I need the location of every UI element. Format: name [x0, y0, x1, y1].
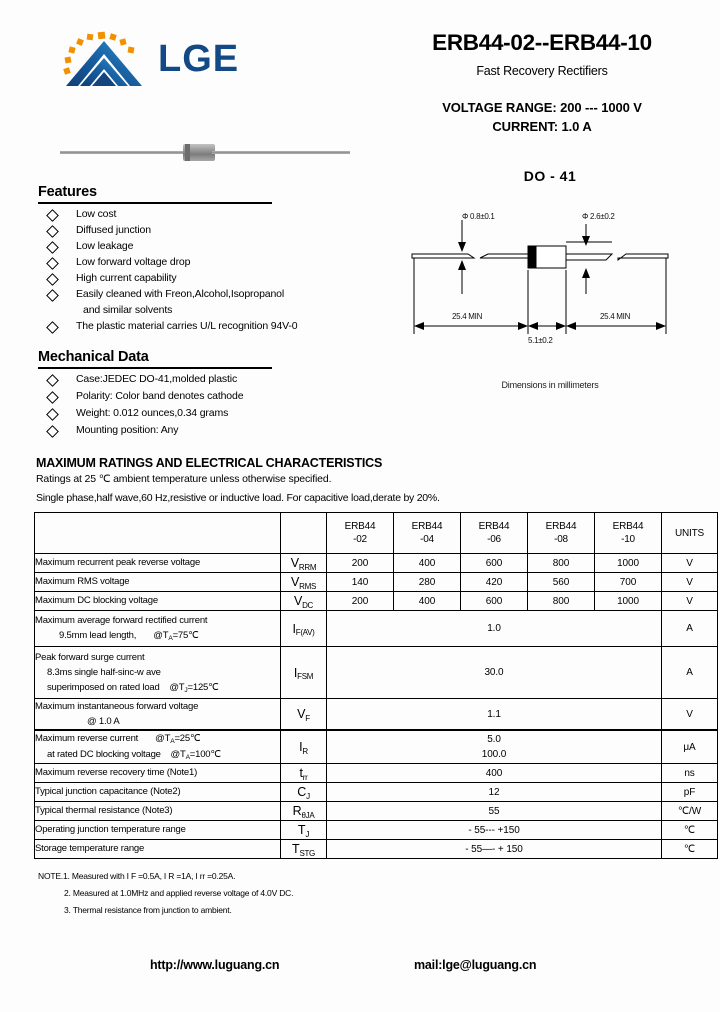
body-diameter-label: Φ 2.6±0.2: [582, 212, 615, 221]
header-erb44-08: [528, 513, 595, 554]
table-row: [35, 764, 718, 783]
page-subtitle: Fast Recovery Rectifiers: [476, 64, 608, 78]
diamond-bullet-icon: [46, 225, 59, 238]
value-cell-merged: - 55—- + 150: [327, 840, 662, 859]
value-cell: 280: [394, 573, 461, 592]
param-label: [35, 699, 281, 731]
symbol-main: T: [297, 823, 306, 837]
mechanical-label: Case:JEDEC DO-41,molded plastic: [76, 373, 238, 385]
value-cell: 420: [461, 573, 528, 592]
param-line-2: @ 1.0 A: [87, 716, 120, 727]
table-row: [35, 802, 718, 821]
value-cell: 800: [528, 592, 595, 611]
table-row: [35, 573, 718, 592]
symbol-sub: R: [302, 746, 308, 756]
header-erb44-06: [461, 513, 528, 554]
symbol-cell: [281, 554, 327, 573]
note-2: 2. Measured at 1.0MHz and applied reverse voltage of 4.0V DC.: [64, 888, 294, 898]
list-item: [38, 240, 368, 256]
list-item-continuation: [38, 304, 368, 320]
param-label: Typical thermal resistance (Note3): [35, 802, 281, 821]
package-title: DO - 41: [523, 168, 577, 184]
logo-wordmark: LGE: [158, 38, 240, 80]
param-condition-value: =25℃: [174, 733, 201, 744]
symbol-cell: [281, 783, 327, 802]
param-label: Maximum reverse recovery time (Note1): [35, 764, 281, 783]
param-label: Storage temperature range: [35, 840, 281, 859]
note-3: 3. Thermal resistance from junction to ambient.: [64, 905, 232, 915]
value-cell: 560: [528, 573, 595, 592]
header-line-1: ERB44: [545, 521, 577, 532]
package-outline-svg: [400, 198, 700, 378]
feature-label: Low cost: [76, 208, 117, 220]
symbol-main: C: [297, 785, 307, 799]
param-label: [35, 730, 281, 764]
param-line-2: [35, 747, 280, 763]
units-cell: ℃: [662, 821, 718, 840]
table-row: [35, 730, 718, 764]
units-cell: V: [662, 554, 718, 573]
symbol-sub: J: [306, 791, 310, 801]
symbol-cell: [281, 647, 327, 699]
diamond-bullet-icon: [46, 209, 59, 222]
param-line-1: [35, 733, 200, 744]
package-drawing: [400, 168, 700, 403]
photo-cathode-band: [185, 144, 190, 161]
symbol-main: V: [293, 594, 303, 608]
symbol-cell: [281, 764, 327, 783]
symbol-cell: [281, 802, 327, 821]
symbol-main: I: [293, 665, 298, 680]
value-line-1: 5.0: [487, 734, 501, 745]
diamond-bullet-icon: [46, 257, 59, 270]
specifications-table: [34, 512, 718, 859]
table-body: [35, 554, 718, 859]
symbol-cell: [281, 730, 327, 764]
diamond-bullet-icon: [46, 425, 59, 438]
lead-length-left-label: 25.4 MIN: [452, 312, 483, 321]
symbol-cell: [281, 592, 327, 611]
param-condition-prefix: @T: [153, 630, 169, 641]
mechanical-label: Polarity: Color band denotes cathode: [76, 390, 244, 402]
param-label: Maximum DC blocking voltage: [35, 592, 281, 611]
mechanical-list: [38, 373, 368, 441]
diamond-bullet-icon: [46, 374, 59, 387]
package-caption: Dimensions in millimeters: [501, 380, 599, 390]
symbol-sub: FSM: [297, 672, 314, 682]
param-condition-sub: A: [185, 754, 190, 762]
symbol-sub: rr: [302, 772, 308, 782]
feature-label: Low leakage: [76, 240, 134, 252]
units-cell: μA: [662, 730, 718, 764]
header-erb44-04: [394, 513, 461, 554]
list-item: [38, 208, 368, 224]
symbol-main: I: [299, 740, 303, 754]
ratings-condition-1: Ratings at 25 ℃ ambient temperature unless otherwise specified.: [36, 473, 332, 485]
mechanical-label: Mounting position: Any: [76, 424, 179, 436]
param-label: Maximum recurrent peak reverse voltage: [35, 554, 281, 573]
param-condition-sub: J: [184, 686, 188, 694]
param-condition-value: =125℃: [187, 681, 219, 693]
param-condition-value: =75℃: [172, 630, 199, 641]
symbol-sub: F: [305, 713, 310, 723]
voltage-range: VOLTAGE RANGE: 200 --- 1000 V: [442, 100, 642, 115]
list-item: [38, 373, 368, 390]
header-blank-symbol: [281, 513, 327, 554]
value-cell-merged: [327, 730, 662, 764]
header-erb44-10: [595, 513, 662, 554]
param-label: Operating junction temperature range: [35, 821, 281, 840]
table-row: [35, 647, 718, 699]
value-cell: 800: [528, 554, 595, 573]
param-condition-sub: A: [170, 738, 175, 746]
list-item: [38, 224, 368, 240]
value-cell-merged: 1.1: [327, 699, 662, 731]
mountain-chevron-logo-icon: [56, 24, 152, 96]
list-item: [38, 390, 368, 407]
value-cell: 200: [327, 592, 394, 611]
units-cell: ℃: [662, 840, 718, 859]
body-length-label: 5.1±0.2: [528, 336, 553, 345]
symbol-main: t: [299, 766, 303, 780]
product-photo: [60, 133, 350, 173]
param-label: [35, 611, 281, 647]
table-row: [35, 611, 718, 647]
header-line-2: -04: [420, 534, 434, 545]
email-link[interactable]: mail:lge@luguang.cn: [414, 958, 537, 972]
header-line-1: ERB44: [612, 521, 644, 532]
diamond-bullet-icon: [46, 391, 59, 404]
list-item: [38, 424, 368, 441]
table-row: [35, 840, 718, 859]
units-cell: V: [662, 699, 718, 731]
photo-lead-left: [60, 151, 186, 154]
value-cell-merged: 12: [327, 783, 662, 802]
value-cell-merged: 30.0: [327, 647, 662, 699]
value-cell: 600: [461, 554, 528, 573]
website-link[interactable]: http://www.luguang.cn: [150, 958, 280, 972]
param-line-1: Maximum average forward rectified current: [35, 615, 208, 626]
symbol-cell: [281, 699, 327, 731]
header-line-2: -08: [554, 534, 568, 545]
value-cell: 600: [461, 592, 528, 611]
diamond-bullet-icon: [46, 241, 59, 254]
param-line-2: [35, 628, 280, 644]
value-cell-merged: 55: [327, 802, 662, 821]
symbol-main: V: [290, 556, 299, 570]
diamond-bullet-icon: [46, 289, 59, 302]
header-line-2: -06: [487, 534, 501, 545]
feature-label: High current capability: [76, 272, 177, 284]
param-line-3: [35, 680, 280, 696]
feature-label: Easily cleaned with Freon,Alcohol,Isopropanol: [76, 288, 285, 300]
value-cell: 700: [595, 573, 662, 592]
value-cell: 1000: [595, 554, 662, 573]
current-rating: CURRENT: 1.0 A: [492, 119, 592, 134]
table-header: [35, 513, 718, 554]
table-row: [35, 821, 718, 840]
value-cell-merged: - 55--- +150: [327, 821, 662, 840]
header-blank-param: [35, 513, 281, 554]
units-cell: V: [662, 573, 718, 592]
table-row: [35, 699, 718, 731]
symbol-main: I: [292, 621, 296, 636]
header-line-1: ERB44: [411, 521, 443, 532]
units-cell: A: [662, 611, 718, 647]
header-line-2: -10: [621, 534, 635, 545]
value-line-2: 100.0: [481, 749, 507, 760]
param-line-2-text: at rated DC blocking voltage: [47, 749, 161, 760]
list-item: [38, 256, 368, 272]
param-condition-sub: A: [168, 635, 173, 643]
value-cell: 1000: [595, 592, 662, 611]
symbol-main: V: [297, 707, 306, 721]
param-line-3-text: superimposed on rated load: [47, 681, 160, 693]
diamond-bullet-icon: [46, 321, 59, 334]
photo-lead-right: [212, 151, 350, 154]
units-cell: V: [662, 592, 718, 611]
note-1: NOTE.1. Measured with I F =0.5A, I R =1A, I rr =0.25A.: [38, 871, 236, 881]
value-cell: 140: [327, 573, 394, 592]
symbol-sub: RRM: [298, 562, 317, 572]
ratings-condition-2: Single phase,half wave,60 Hz,resistive or inductive load. For capacitive load,derate by 20%.: [36, 492, 440, 504]
feature-label: Low forward voltage drop: [76, 256, 191, 268]
lead-length-right-label: 25.4 MIN: [600, 312, 631, 321]
header-units: UNITS: [662, 513, 718, 554]
value-cell: 400: [394, 554, 461, 573]
param-condition-prefix: @T: [170, 749, 186, 760]
symbol-cell: [281, 573, 327, 592]
company-logo: [56, 24, 356, 96]
table-row: [35, 783, 718, 802]
symbol-sub: J: [305, 829, 310, 839]
feature-label: The plastic material carries U/L recognition 94V-0: [76, 320, 298, 332]
list-item: [38, 288, 368, 304]
notes-block: [38, 868, 488, 919]
diamond-bullet-icon: [46, 408, 59, 421]
table-row: [35, 554, 718, 573]
param-label: [35, 647, 281, 699]
symbol-sub: STG: [299, 848, 315, 858]
param-line-1-text: Maximum reverse current: [35, 733, 139, 744]
param-line-2-text: 9.5mm lead length,: [59, 630, 137, 641]
diamond-bullet-icon: [46, 273, 59, 286]
symbol-sub: DC: [302, 600, 314, 610]
table-row: [35, 592, 718, 611]
mechanical-heading: Mechanical Data: [38, 349, 149, 365]
features-list: [38, 208, 368, 336]
param-condition-value: =100℃: [189, 749, 221, 760]
list-item: [38, 407, 368, 424]
param-condition-prefix: @T: [169, 681, 185, 693]
table-header-row: [35, 513, 718, 554]
param-line-2: 8.3ms single half-sinc-w ave: [47, 666, 161, 678]
lead-diameter-label: Φ 0.8±0.1: [462, 212, 495, 221]
features-heading: Features: [38, 184, 97, 200]
ratings-heading: MAXIMUM RATINGS AND ELECTRICAL CHARACTERISTICS: [36, 456, 383, 470]
param-label: Maximum RMS voltage: [35, 573, 281, 592]
param-label: Typical junction capacitance (Note2): [35, 783, 281, 802]
symbol-sub: F(AV): [295, 628, 315, 638]
mechanical-underline: [38, 367, 272, 369]
symbol-main: V: [290, 575, 300, 589]
symbol-cell: [281, 840, 327, 859]
page-title: ERB44-02--ERB44-10: [432, 30, 652, 55]
feature-label: and similar solvents: [83, 304, 173, 316]
feature-label: Diffused junction: [76, 224, 151, 236]
symbol-sub: RMS: [299, 581, 317, 591]
mechanical-label: Weight: 0.012 ounces,0.34 grams: [76, 407, 229, 419]
header-line-2: -02: [353, 534, 367, 545]
features-underline: [38, 202, 272, 204]
symbol-main: T: [292, 842, 300, 856]
header-erb44-02: [327, 513, 394, 554]
list-item: [38, 272, 368, 288]
header-line-1: ERB44: [344, 521, 376, 532]
param-condition-prefix: @T: [155, 733, 171, 744]
header-line-1: ERB44: [478, 521, 510, 532]
value-cell: 400: [394, 592, 461, 611]
param-line-1: Maximum instantaneous forward voltage: [35, 701, 199, 712]
title-block: [372, 30, 712, 134]
units-cell: pF: [662, 783, 718, 802]
units-cell: A: [662, 647, 718, 699]
value-cell-merged: 400: [327, 764, 662, 783]
units-cell: ℃/W: [662, 802, 718, 821]
units-cell: ns: [662, 764, 718, 783]
value-cell-merged: 1.0: [327, 611, 662, 647]
symbol-cell: [281, 611, 327, 647]
value-cell: 200: [327, 554, 394, 573]
symbol-main: R: [292, 804, 302, 818]
param-line-1: Peak forward surge current: [35, 651, 145, 663]
symbol-sub: θJA: [301, 810, 315, 820]
list-item: [38, 320, 368, 336]
symbol-cell: [281, 821, 327, 840]
